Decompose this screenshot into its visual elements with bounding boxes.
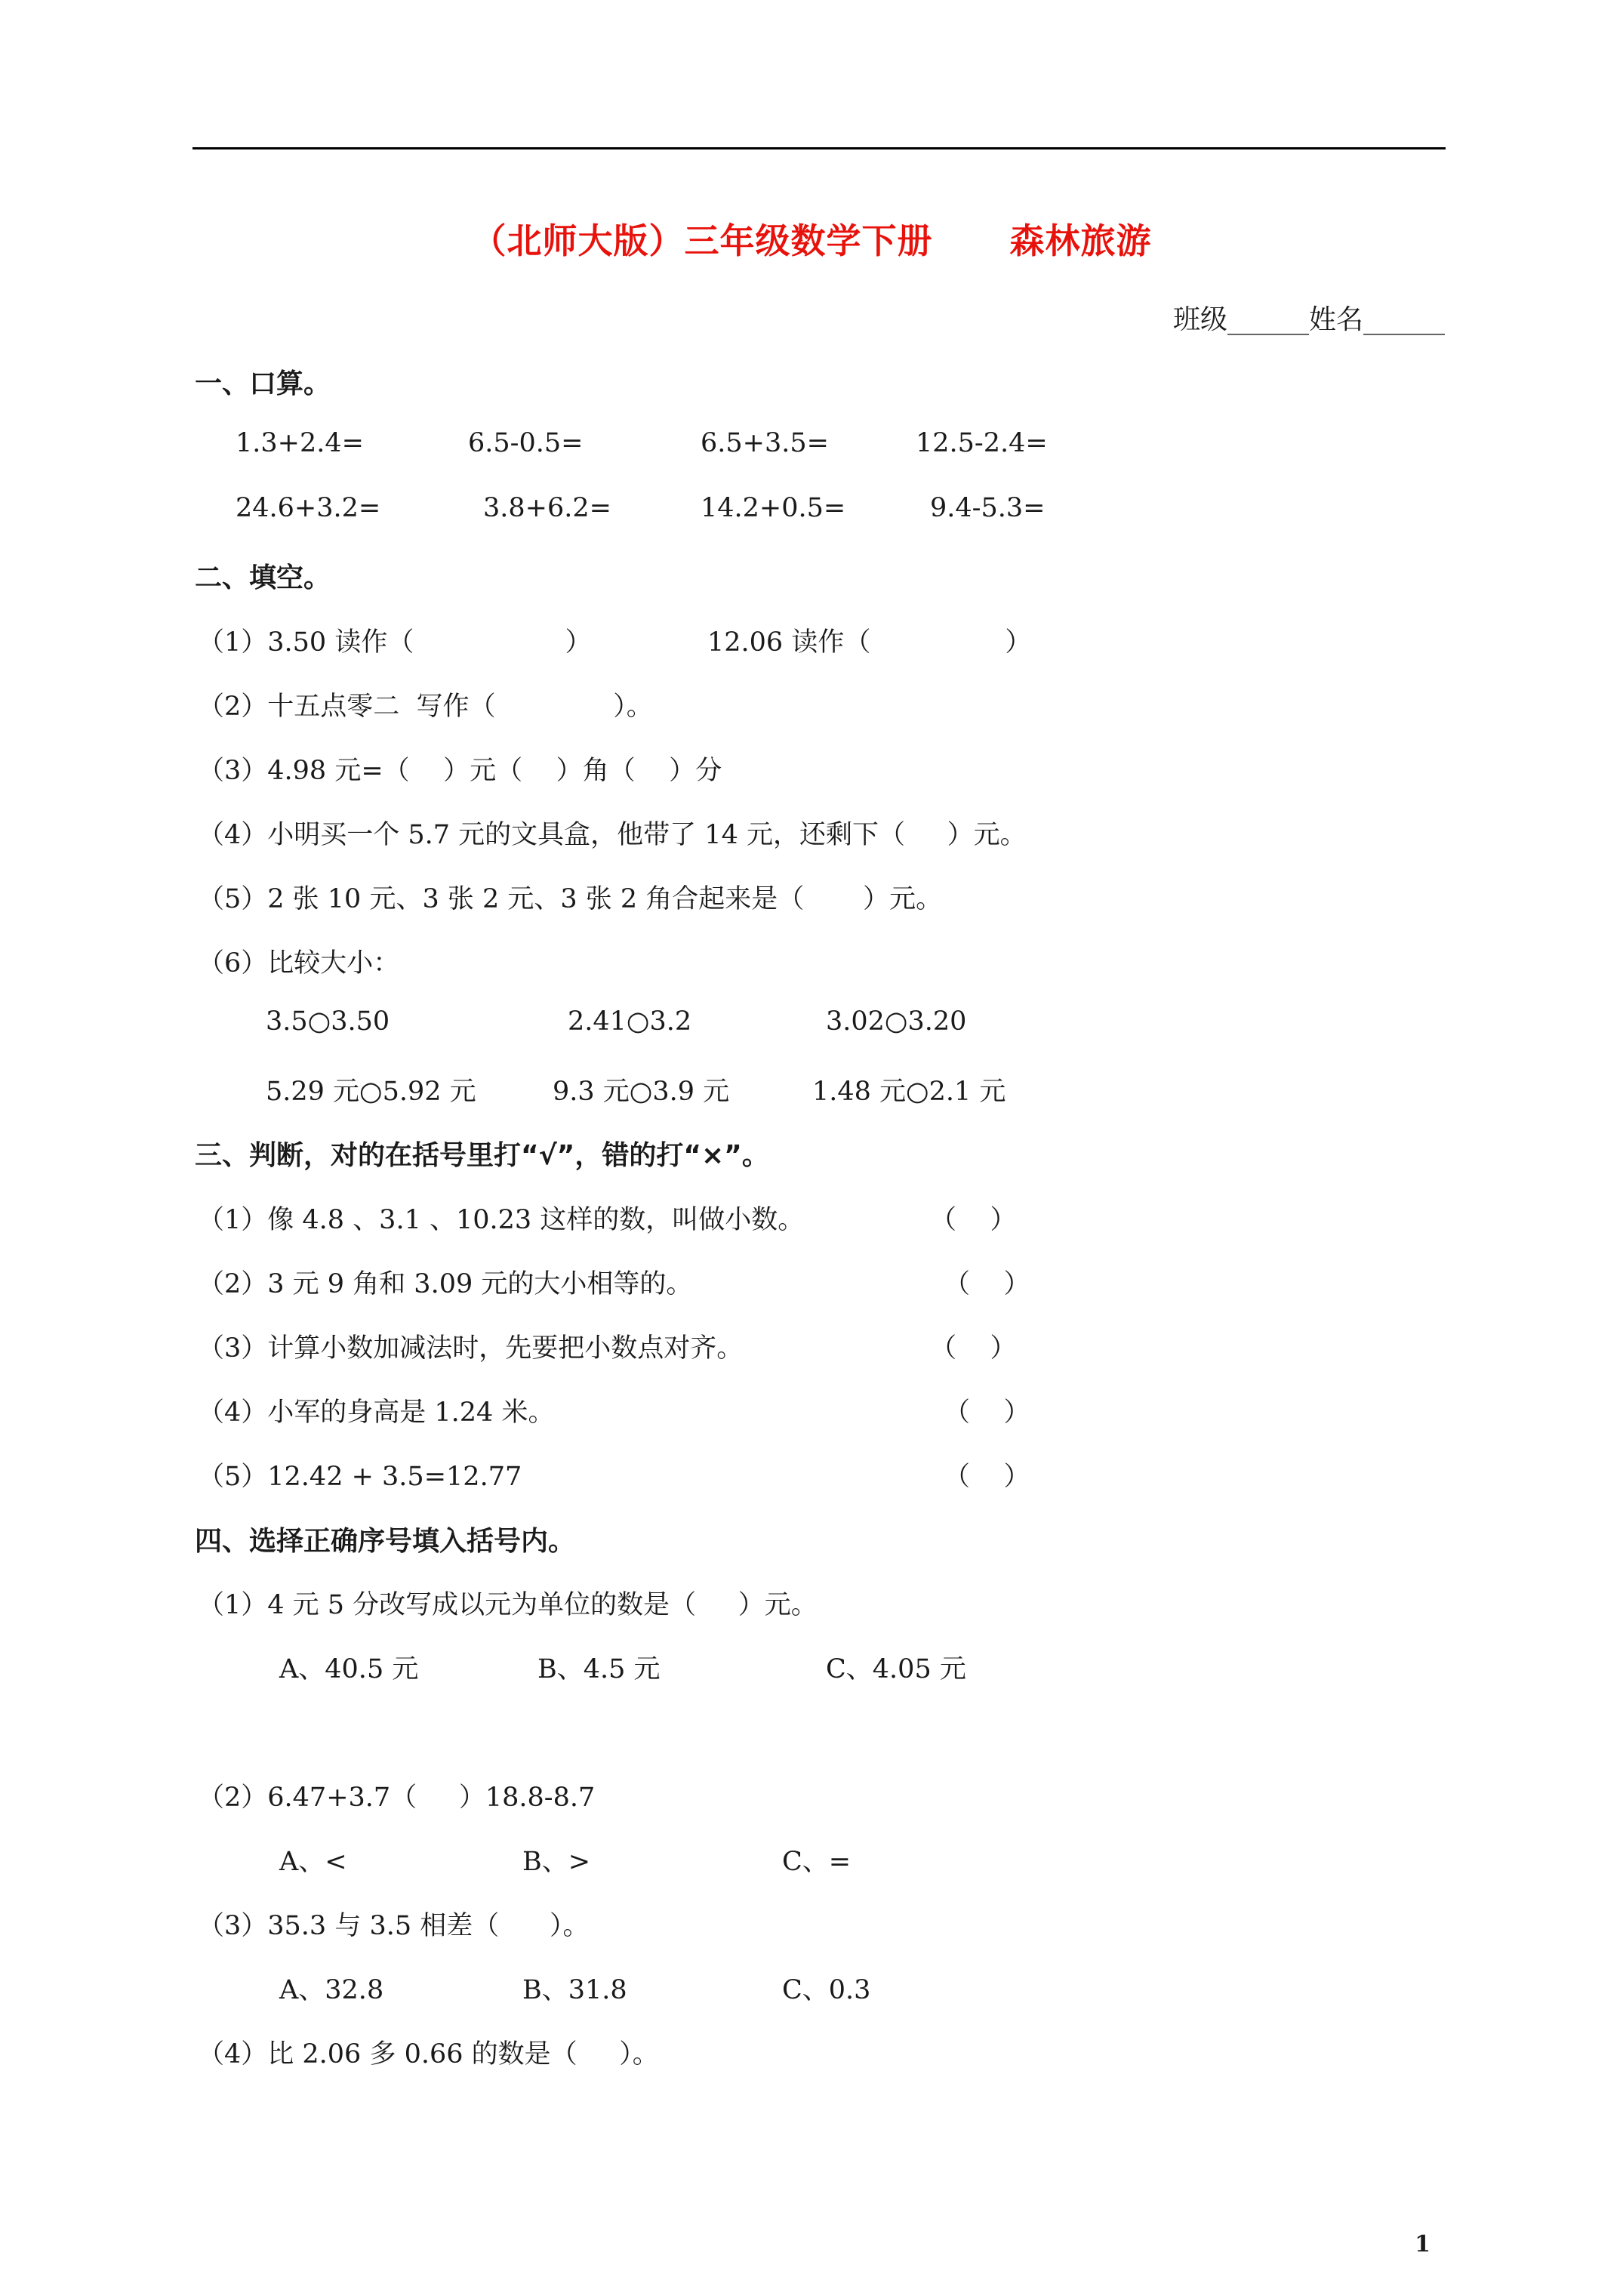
judge-item-2: （2）3 元 9 角和 3.09 元的大小相等的。 [198,1269,693,1299]
oral-calc-item: 6.5-0.5= [468,428,584,458]
judge-answer-paren: （ ） [944,1462,1030,1492]
choice-question-4: （4）比 2.06 多 0.66 的数是（ ）。 [198,2039,659,2069]
judge-answer-paren: （ ） [930,1333,1017,1364]
choice-option: A、32.8 [279,1975,384,2005]
compare-item: 1.48 元○2.1 元 [812,1077,1006,1107]
judge-item-5: （5）12.42 + 3.5=12.77 [198,1462,522,1492]
oral-calc-item: 9.4-5.3= [930,493,1046,523]
fill-question-1a: （1）3.50 读作（ ） [198,627,592,658]
fill-question-6: （6）比较大小： [198,948,400,978]
choice-option: B、31.8 [522,1975,627,2005]
compare-item: 5.29 元○5.92 元 [266,1077,476,1107]
oral-calc-item: 6.5+3.5= [701,428,829,458]
judge-item-4: （4）小军的身高是 1.24 米。 [198,1398,555,1428]
fill-question-2: （2）十五点零二 写作（ ）。 [198,692,653,722]
header-rule [192,147,1446,149]
section-3-heading: 三、判断，对的在括号里打“√”，错的打“×”。 [195,1140,769,1171]
choice-option: C、0.3 [782,1975,871,2005]
section-4-heading: 四、选择正确序号填入括号内。 [195,1526,576,1557]
section-2-heading: 二、填空。 [195,562,331,593]
fill-question-3: （3）4.98 元=（ ）元（ ）角（ ）分 [198,756,722,786]
page-title: （北师大版）三年级数学下册 森林旅游 [471,220,1152,261]
choice-question-3: （3）35.3 与 3.5 相差（ ）。 [198,1911,590,1941]
choice-option: A、40.5 元 [279,1654,419,1684]
student-info: 班级______姓名______ [1172,304,1445,335]
choice-question-2: （2）6.47+3.7（ ）18.8-8.7 [198,1783,596,1813]
judge-answer-paren: （ ） [944,1398,1030,1428]
compare-item: 3.5○3.50 [266,1006,390,1037]
choice-option: B、4.5 元 [537,1654,661,1684]
oral-calc-item: 14.2+0.5= [701,493,846,523]
choice-option: A、< [279,1847,347,1877]
oral-calc-item: 1.3+2.4= [236,428,364,458]
compare-item: 2.41○3.2 [568,1006,692,1037]
compare-item: 9.3 元○3.9 元 [553,1077,730,1107]
judge-answer-paren: （ ） [930,1205,1017,1235]
choice-option: B、> [522,1847,591,1877]
oral-calc-item: 24.6+3.2= [236,493,381,523]
fill-question-1b: 12.06 读作（ ） [707,627,1032,658]
choice-option: C、= [782,1847,852,1877]
oral-calc-item: 3.8+6.2= [483,493,611,523]
oral-calc-item: 12.5-2.4= [916,428,1048,458]
choice-question-1: （1）4 元 5 分改写成以元为单位的数是（ ）元。 [198,1590,818,1620]
choice-option: C、4.05 元 [826,1654,966,1684]
fill-question-4: （4）小明买一个 5.7 元的文具盒，他带了 14 元，还剩下（ ）元。 [198,820,1027,850]
judge-item-3: （3）计算小数加减法时，先要把小数点对齐。 [198,1333,744,1364]
judge-item-1: （1）像 4.8 、3.1 、10.23 这样的数，叫做小数。 [198,1205,805,1235]
fill-question-5: （5）2 张 10 元、3 张 2 元、3 张 2 角合起来是（ ）元。 [198,884,943,914]
judge-answer-paren: （ ） [944,1269,1030,1299]
section-1-heading: 一、口算。 [195,368,331,399]
page-number: 1 [1415,2231,1431,2257]
compare-item: 3.02○3.20 [826,1006,967,1037]
